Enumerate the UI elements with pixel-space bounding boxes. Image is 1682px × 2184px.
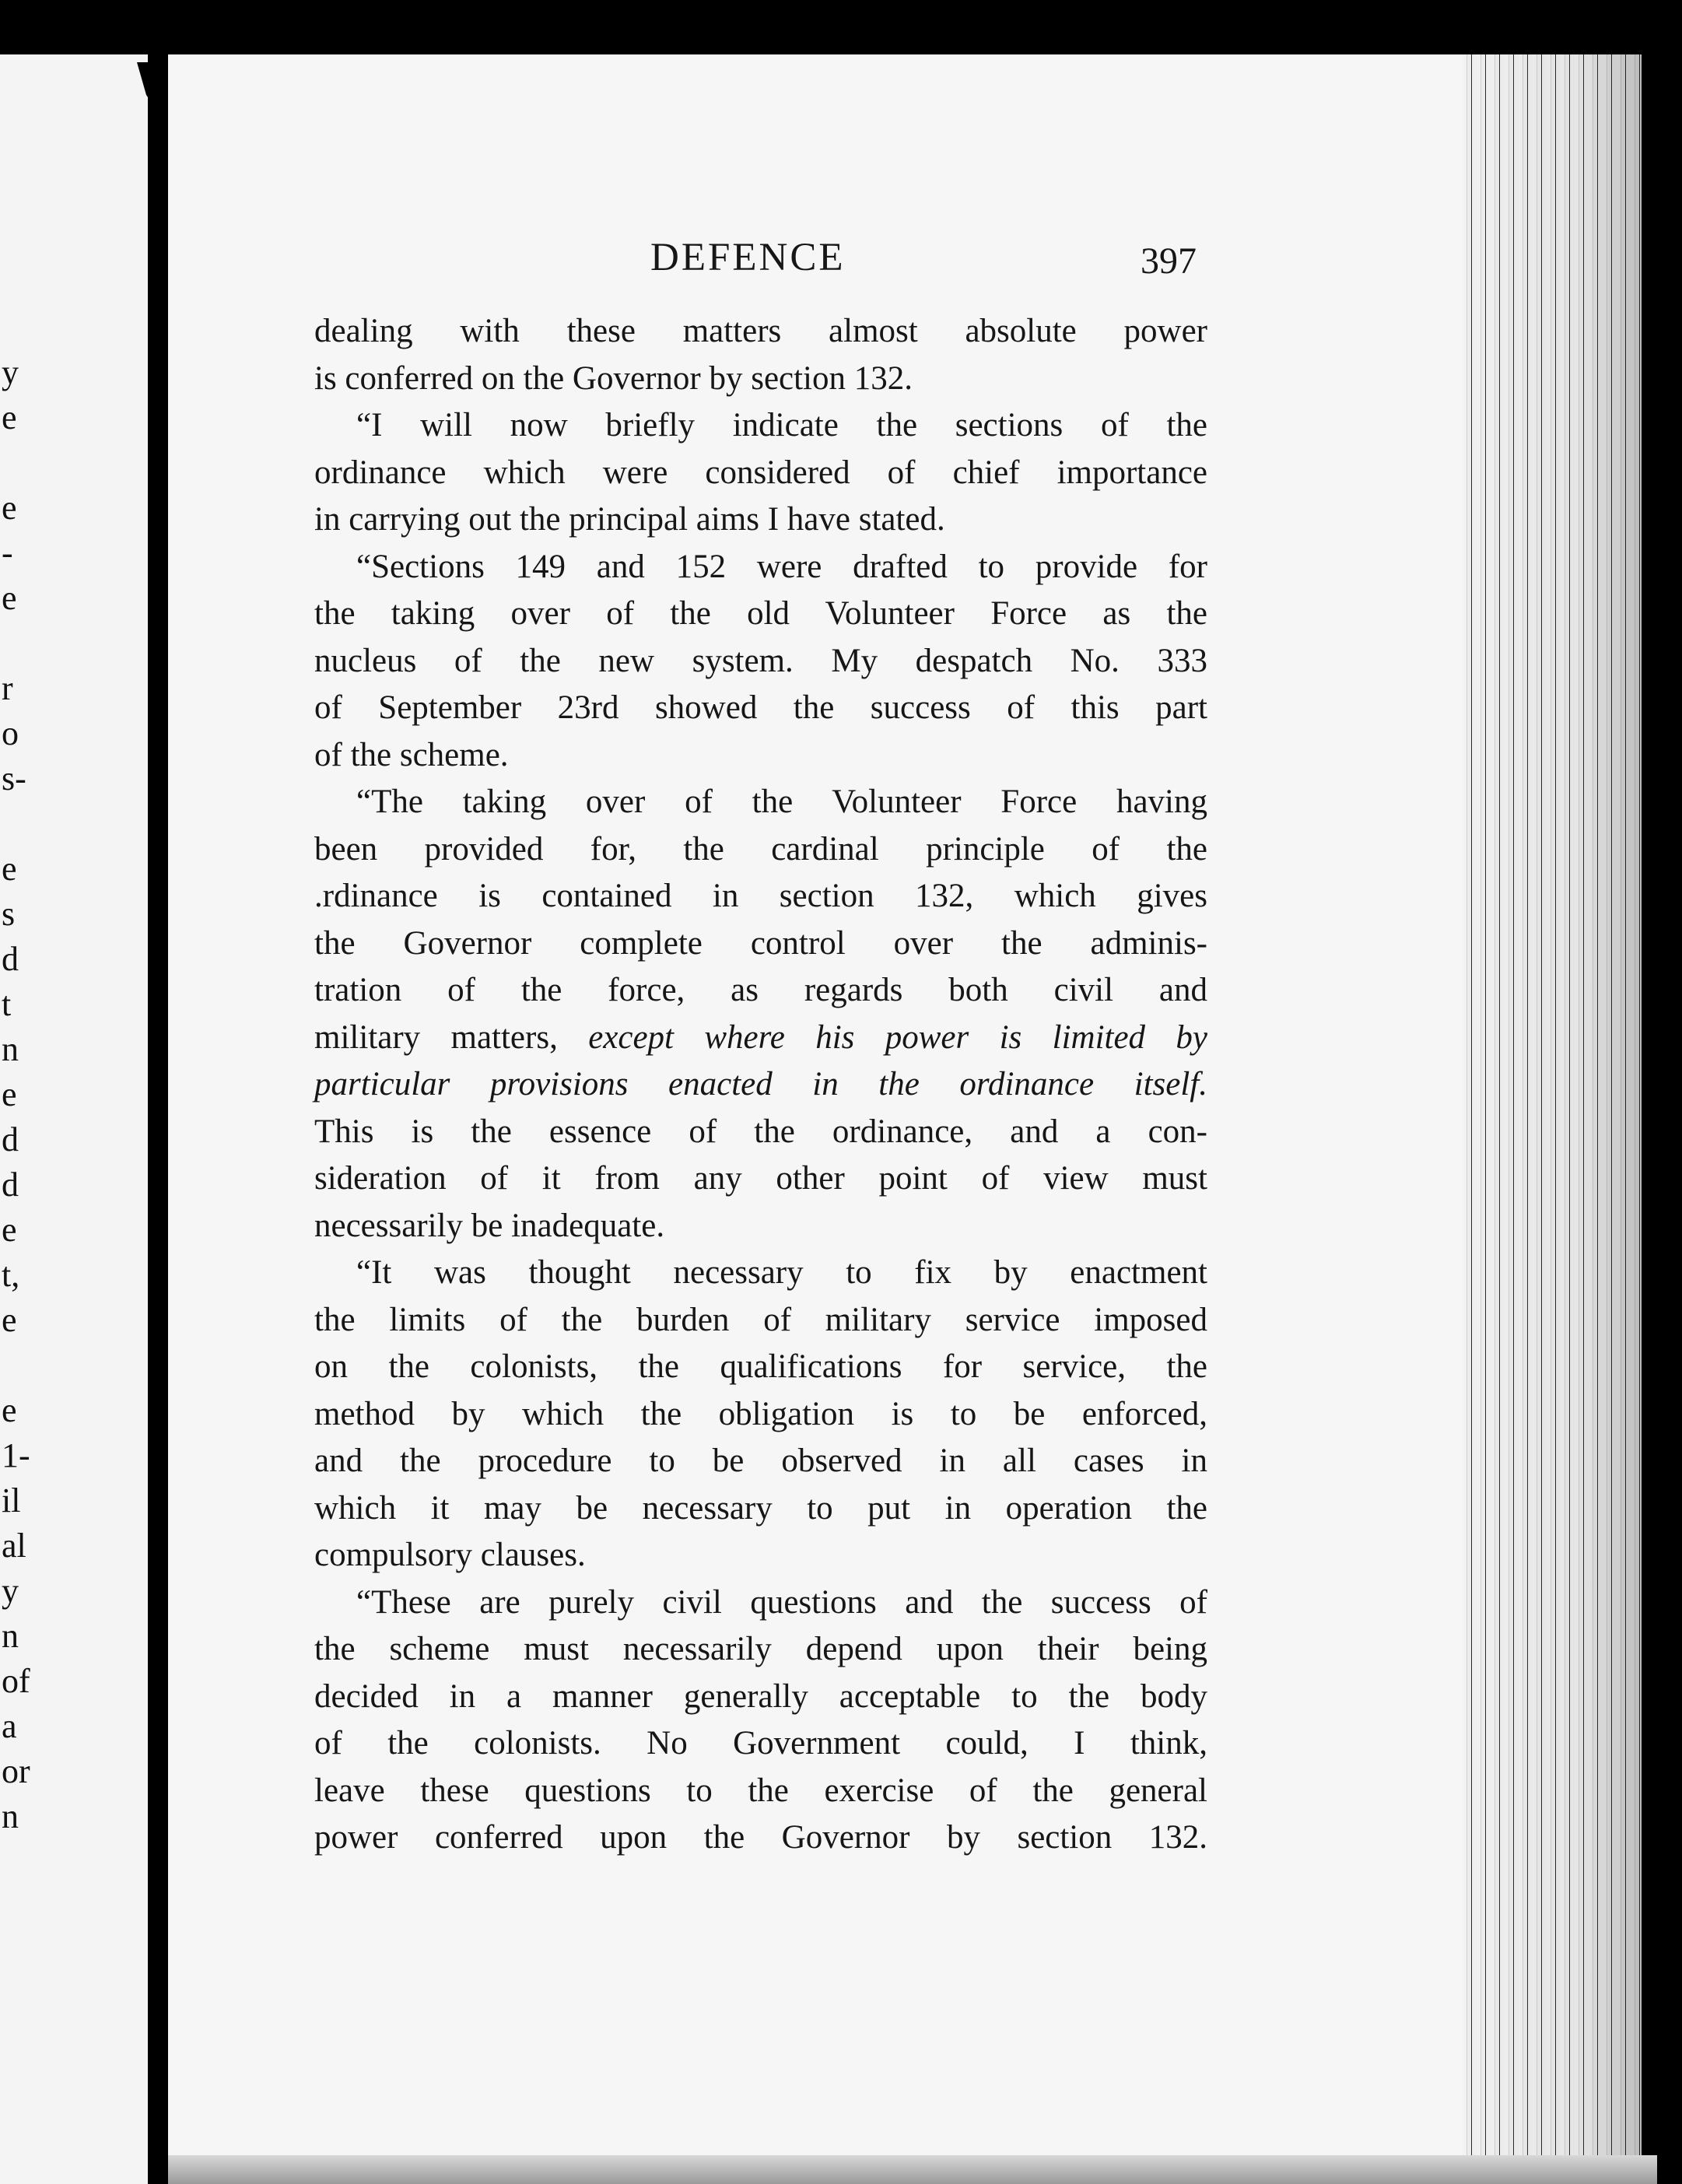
facing-page-fragment: al: [2, 1527, 26, 1565]
text-line: leave these questions to the exercise of the general: [314, 1772, 1207, 1809]
running-head: DEFENCE: [650, 236, 846, 279]
italic-emphasis: particular provisions enacted in the ordinance itself.: [314, 1066, 1207, 1103]
text-line: “These are purely civil questions and the success of: [356, 1583, 1207, 1621]
facing-page-fragment: [0, 621, 31, 666]
facing-page-fragment: r: [2, 669, 13, 707]
text-line: the limits of the burden of military service imposed: [314, 1301, 1207, 1338]
text-line: of September 23rd showed the success of this part: [314, 689, 1207, 726]
text-line: nucleus of the new system. My despatch No. 333: [314, 642, 1207, 679]
text-line: [314, 1061, 1207, 1109]
text-line: This is the essence of the ordinance, and a con-: [314, 1113, 1207, 1150]
fore-edge-shadow: [1463, 54, 1657, 2184]
facing-page-fragment: a: [2, 1707, 17, 1745]
text-line: “The taking over of the Volunteer Force having: [356, 784, 1207, 820]
facing-page-fragment: n: [2, 1030, 19, 1068]
page-number: 397: [1141, 240, 1197, 282]
facing-page-fragment: y: [2, 353, 19, 391]
text-line: the scheme must necessarily depend upon their being: [314, 1631, 1207, 1667]
text-line: method by which the obligation is to be enforced,: [314, 1395, 1207, 1432]
right-scan-border: [1642, 0, 1682, 2184]
text-line: and the procedure to be observed in all cases in: [314, 1443, 1207, 1479]
facing-page-fragment: [0, 801, 31, 847]
text-line: necessarily be inadequate.: [314, 1207, 665, 1244]
text-line: in carrying out the principal aims I have stated.: [314, 501, 945, 538]
text-line: which it may be necessary to put in operation the: [314, 1489, 1207, 1527]
text-line: on the colonists, the qualifications for service, the: [314, 1348, 1207, 1385]
text-line: of the scheme.: [314, 736, 509, 773]
facing-page-fragment: n: [2, 1797, 19, 1835]
text-line: tration of the force, as regards both civil and: [314, 972, 1207, 1008]
facing-page-fragment: t,: [2, 1256, 20, 1294]
facing-page-fragment: s: [2, 895, 16, 933]
text-line: “It was thought necessary to fix by enactment: [356, 1254, 1207, 1291]
text-line: the Governor complete control over the adminis-: [314, 924, 1207, 962]
facing-page-fragment: e: [2, 1391, 17, 1429]
italic-emphasis: except where his power is limited by: [588, 1018, 1208, 1056]
facing-page-fragment: y: [2, 1572, 19, 1610]
facing-page-fragment: d: [2, 1120, 19, 1159]
facing-page-edge: [0, 54, 148, 2184]
body-text: [314, 308, 1207, 1862]
facing-page-fragment: e: [2, 398, 17, 436]
facing-page-fragment: d: [2, 940, 19, 978]
text-line: .rdinance is contained in section 132, which gives: [314, 878, 1207, 914]
text-line: the taking over of the old Volunteer Force as the: [314, 595, 1207, 632]
facing-page-fragment: 1-: [2, 1436, 30, 1474]
facing-page-fragment: [0, 440, 31, 486]
facing-page-fragment: e: [2, 850, 17, 888]
facing-page-fragment: [0, 1343, 31, 1388]
text-run: military matters,: [314, 1018, 589, 1056]
top-scan-border: [0, 0, 1682, 54]
page-bottom-edge: [168, 2155, 1657, 2184]
facing-page-fragment: e: [2, 1301, 17, 1339]
facing-page-fragment: o: [2, 714, 19, 752]
text-line: power conferred upon the Governor by section 132.: [314, 1819, 1207, 1856]
text-line: [314, 1015, 1207, 1062]
text-line: dealing with these matters almost absolute power: [314, 313, 1207, 349]
facing-page-fragment: t: [2, 985, 12, 1023]
text-line: “Sections 149 and 152 were drafted to provide for: [356, 548, 1207, 585]
text-line: compulsory clauses.: [314, 1537, 586, 1573]
text-line: sideration of it from any other point of view must: [314, 1160, 1207, 1197]
text-line: been provided for, the cardinal principle of the: [314, 830, 1207, 868]
facing-page-fragment: d: [2, 1166, 19, 1204]
facing-page-fragment: e: [2, 489, 17, 527]
text-line: of the colonists. No Government could, I think,: [314, 1725, 1207, 1762]
facing-page-fragment: or: [2, 1752, 30, 1790]
facing-page-line-endings: [0, 350, 31, 1839]
facing-page-fragment: e: [2, 1211, 17, 1249]
facing-page-fragment: il: [2, 1481, 21, 1520]
facing-page-fragment: e: [2, 579, 17, 617]
facing-page-fragment: s-: [2, 759, 26, 798]
facing-page-fragment: e: [2, 1075, 17, 1113]
text-line: is conferred on the Governor by section 132.: [314, 359, 913, 397]
facing-page-fragment: of: [2, 1662, 30, 1700]
facing-page-fragment: n: [2, 1617, 19, 1655]
text-line: ordinance which were considered of chief importance: [314, 454, 1207, 491]
text-line: “I will now briefly indicate the sections of the: [356, 407, 1207, 443]
text-line: decided in a manner generally acceptable to the body: [314, 1677, 1207, 1715]
facing-page-fragment: -: [2, 534, 13, 572]
book-gutter: [148, 70, 168, 2184]
